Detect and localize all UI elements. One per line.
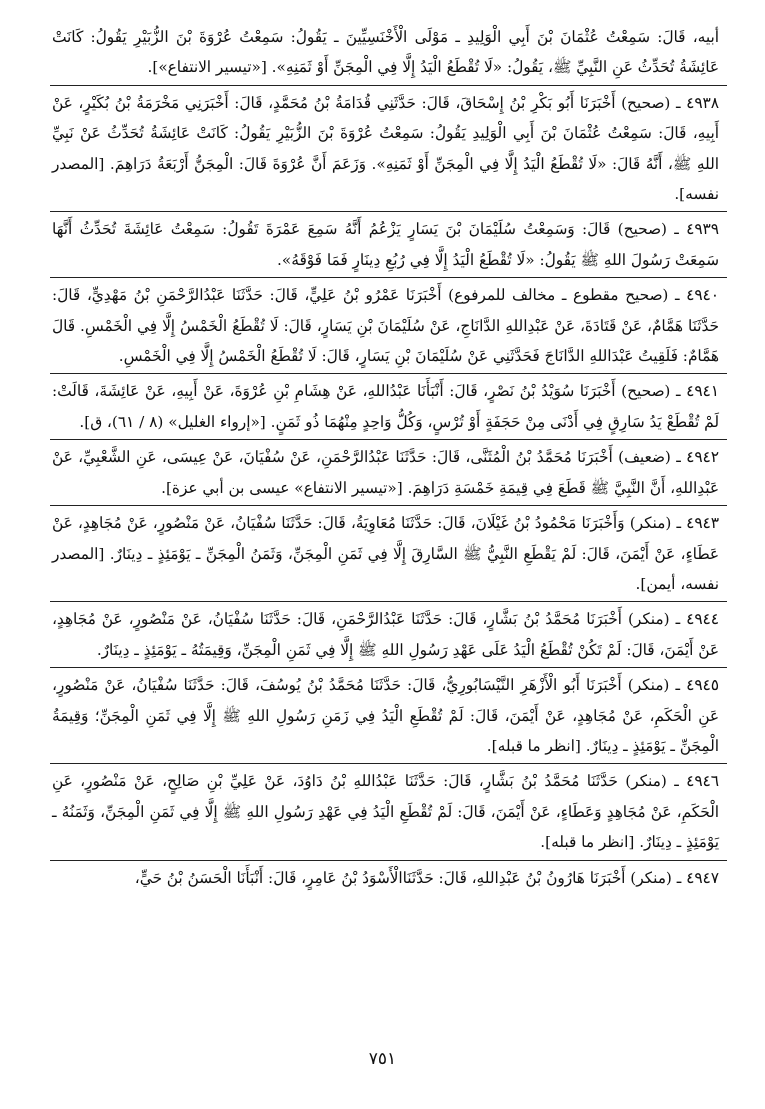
hadith-separator xyxy=(50,439,727,440)
hadith-4938: ٤٩٣٨ ـ (صحيح) أَخْبَرَنَا أَبُو بَكْرِ بْنُ إِسْحَاقَ، قَالَ: حَدَّثَنِي قُدَامَةُ بْنُ مُحَمَّدٍ، قَالَ: أَخْبَرَنِي مَخْرَمَةُ بْنُ بُكَيْرٍ، عَنْ أَبِيهِ، قَالَ: سَمِعْتُ عُثْمَانَ بْنَ أَبِي الْوَلِيدِ يَقُولُ: سَمِعْتُ عُرْوَةَ بْنَ الزُّبَيْرِ يَقُولُ: كَانَتْ عَائِشَةُ تُحَدِّثُ عَنْ نَبِيِّ اللهِ ﷺ، أَنَّهُ قَالَ: «لَا تُقْطَعُ الْيَدُ إِلَّا فِي الْمِجَنِّ أَوْ ثَمَنِهِ». وَزَعَمَ أَنَّ عُرْوَةَ قَالَ: الْمِجَنُّ أَرْبَعَةُ دَرَاهِمَ. [المصدر نفسه]. xyxy=(52,93,719,204)
hadith-separator xyxy=(50,667,727,668)
hadith-separator xyxy=(50,373,727,374)
hadith-continuation: أبيه، قَالَ: سَمِعْتُ عُثْمَانَ بْنَ أَبِي الْوَلِيدِ ـ مَوْلَى الْأَخْنَسِيِّينَ ـ يَقُولُ: سَمِعْتُ عُرْوَةَ بْنَ الزُّبَيْرِ يَقُولُ: كَانَتْ عَائِشَةُ تُحَدِّثُ عَنِ النَّبِيِّ ﷺ، يَقُولُ: «لَا تُقْطَعُ الْيَدُ إِلَّا فِي الْمِجَنِّ أَوْ ثَمَنِهِ». [«تيسير الانتفاع»]. xyxy=(52,28,719,77)
hadith-separator xyxy=(50,505,727,506)
hadith-4939: ٤٩٣٩ ـ (صحيح) قَالَ: وَسَمِعْتُ سُلَيْمَانَ بْنَ يَسَارٍ يَزْعُمُ أَنَّهُ سَمِعَ عَمْرَةَ تَقُولُ: سَمِعْتُ عَائِشَةَ تُحَدِّثُ أَنَّهَا سَمِعَتْ رَسُولَ اللهِ ﷺ يَقُولُ: «لَا تُقْطَعُ الْيَدُ إِلَّا فِي رُبُعِ دِينَارٍ فَمَا فَوْقَهُ». xyxy=(52,220,719,269)
hadith-4942: ٤٩٤٢ ـ (ضعيف) أَخْبَرَنَا مُحَمَّدُ بْنُ الْمُثَنَّى، قَالَ: حَدَّثَنَا عَبْدُالرَّحْمَنِ، عَنْ سُفْيَانَ، عَنْ عِيسَى، عَنِ الشَّعْبِيِّ، عَنْ عَبْدِاللهِ، أَنَّ النَّبِيَّ ﷺ قَطَعَ فِي قِيمَةِ خَمْسَةِ دَرَاهِمَ. [«تيسير الانتفاع» عيسى بن أبي عزة]. xyxy=(52,448,719,497)
hadith-separator xyxy=(50,211,727,212)
hadith-separator xyxy=(50,601,727,602)
page-number: ٧٥١ xyxy=(368,1049,397,1069)
hadith-4940: ٤٩٤٠ ـ (صحيح مقطوع ـ مخالف للمرفوع) أَخْبَرَنَا عَمْرُو بْنُ عَلِيٍّ، قَالَ: حَدَّثَنَا عَبْدُالرَّحْمَنِ بْنُ مَهْدِيٍّ، قَالَ: حَدَّثَنَا هَمَّامٌ، عَنْ قَتَادَةَ، عَنْ عَبْدِاللهِ الدَّانَاجِ، عَنْ سُلَيْمَانَ بْنِ يَسَارٍ، قَالَ: لَا تُقْطَعُ الْخَمْسُ إِلَّا فِي الْخَمْسِ. قَالَ هَمَّامٌ: فَلَقِيتُ عَبْدَاللهِ الدَّانَاجَ فَحَدَّثَنِي عَنْ سُلَيْمَانَ بْنِ يَسَارٍ، قَالَ: لَا تُقْطَعُ الْخَمْسُ إِلَّا فِي الْخَمْسِ. xyxy=(52,286,719,366)
hadith-text-block xyxy=(52,22,719,893)
hadith-4944: ٤٩٤٤ ـ (منكر) أَخْبَرَنَا مُحَمَّدُ بْنُ بَشَّارٍ، قَالَ: حَدَّثَنَا عَبْدُالرَّحْمَنِ، قَالَ: حَدَّثَنَا سُفْيَانُ، عَنْ مَنْصُورٍ، عَنْ مُجَاهِدٍ، عَنْ أَيْمَنَ، قَالَ: لَمْ تَكُنْ تُقْطَعُ الْيَدُ عَلَى عَهْدِ رَسُولِ اللهِ ﷺ إِلَّا فِي ثَمَنِ الْمِجَنِّ، وَقِيمَتُهُ ـ يَوْمَئِذٍ ـ دِينَارٌ. xyxy=(52,610,719,659)
hadith-4946: ٤٩٤٦ ـ (منكر) حَدَّثَنَا مُحَمَّدُ بْنُ بَشَّارٍ، قَالَ: حَدَّثَنَا عَبْدُاللهِ بْنُ دَاوُدَ، عَنْ عَلِيِّ بْنِ صَالِحٍ، عَنْ مَنْصُورٍ، عَنِ الْحَكَمِ، عَنْ مُجَاهِدٍ وَعَطَاءٍ، عَنْ أَيْمَنَ، قَالَ: لَمْ تُقْطَعِ الْيَدُ فِي عَهْدِ رَسُولِ اللهِ ﷺ إِلَّا فِي ثَمَنِ الْمِجَنِّ، وَثَمَنُهُ ـ يَوْمَئِذٍ ـ دِينَارٌ. [انظر ما قبله]. xyxy=(52,772,719,852)
hadith-separator xyxy=(50,85,727,86)
hadith-4947: ٤٩٤٧ ـ (منكر) أَخْبَرَنَا هَارُونُ بْنُ عَبْدِاللهِ، قَالَ: حَدَّثَنَاالْأَسْوَدُ بْنُ عَامِرٍ، قَالَ: أَنْبَأَنَا الْحَسَنُ بْنُ حَيٍّ، xyxy=(134,868,719,887)
hadith-4943: ٤٩٤٣ ـ (منكر) وَأَخْبَرَنَا مَحْمُودُ بْنُ غَيْلَانَ، قَالَ: حَدَّثَنَا مُعَاوِيَةُ، قَالَ: حَدَّثَنَا سُفْيَانُ، عَنْ مَنْصُورٍ، عَنْ مُجَاهِدٍ، عَنْ عَطَاءٍ، عَنْ أَيْمَنَ، قَالَ: لَمْ يَقْطَعِ النَّبِيُّ ﷺ السَّارِقَ إِلَّا فِي ثَمَنِ الْمِجَنِّ، وَثَمَنُ الْمِجَنِّ ـ يَوْمَئِذٍ ـ دِينَارٌ. [المصدر نفسه، أيمن]. xyxy=(52,514,719,593)
hadith-separator xyxy=(50,860,727,861)
hadith-separator xyxy=(50,277,727,278)
hadith-separator xyxy=(50,763,727,764)
hadith-4945: ٤٩٤٥ ـ (منكر) أَخْبَرَنَا أَبُو الْأَزْهَرِ النَّيْسَابُورِيُّ، قَالَ: حَدَّثَنَا مُحَمَّدُ بْنُ يُوسُفَ، قَالَ: حَدَّثَنَا سُفْيَانُ، عَنْ مَنْصُورٍ، عَنِ الْحَكَمِ، عَنْ مُجَاهِدٍ، عَنْ أَيْمَنَ، قَالَ: لَمْ تُقْطَعِ الْيَدُ فِي زَمَنِ رَسُولِ اللهِ ﷺ إِلَّا فِي ثَمَنِ الْمِجَنِّ؛ وَقِيمَةُ الْمِجَنِّ ـ يَوْمَئِذٍ ـ دِينَارٌ. [انظر ما قبله]. xyxy=(52,676,719,755)
hadith-4941: ٤٩٤١ ـ (صحيح) أَخْبَرَنَا سُوَيْدُ بْنُ نَصْرٍ، قَالَ: أَنْبَأَنَا عَبْدُاللهِ، عَنْ هِشَامِ بْنِ عُرْوَةَ، عَنْ أَبِيهِ، عَنْ عَائِشَةَ، قَالَتْ: لَمْ تُقْطَعْ يَدُ سَارِقٍ فِي أَدْنَى مِنْ حَجَفَةٍ أَوْ تُرْسٍ، وَكُلُّ وَاحِدٍ مِنْهُمَا ذُو ثَمَنٍ. [«إرواء الغليل» (٨ / ٦١)، ق]. xyxy=(52,382,719,431)
